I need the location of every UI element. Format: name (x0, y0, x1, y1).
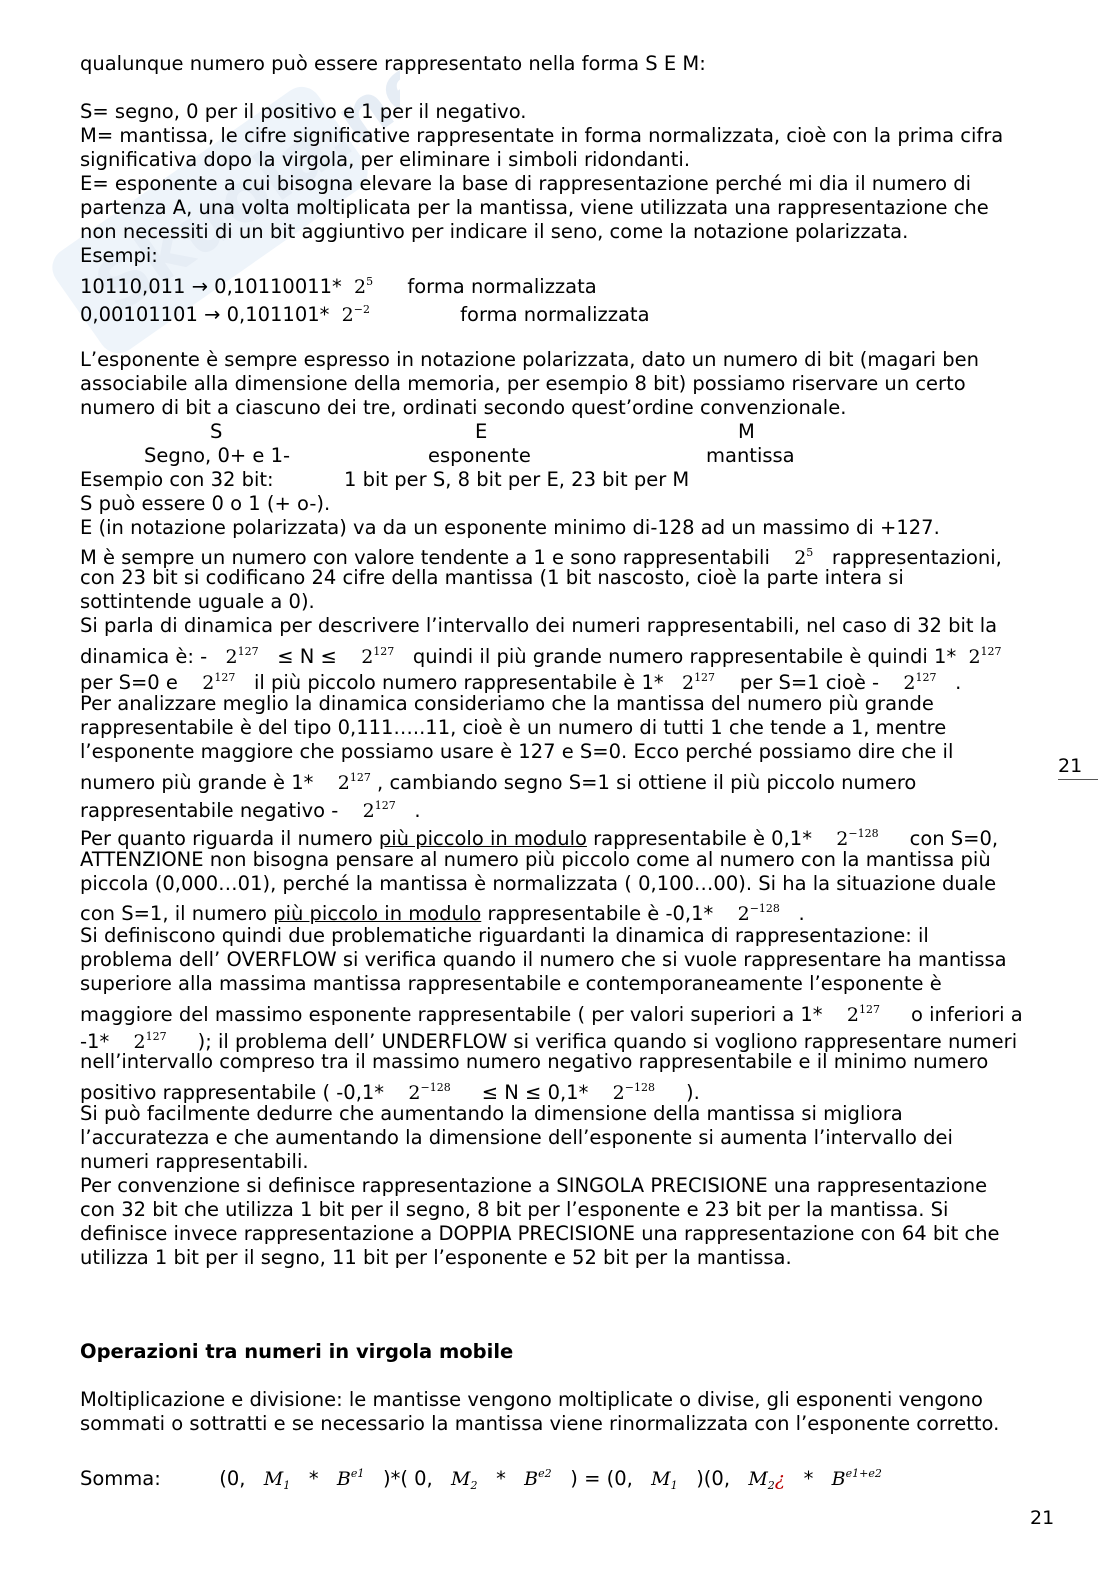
text-line: sottintende uguale a 0). (80, 590, 315, 613)
text-line: sommati o sottratti e se necessario la mantissa viene rinormalizzata con l’esponente corretto. (80, 1412, 1000, 1435)
bits-example-value: 1 bit per S, 8 bit per E, 23 bit per M (344, 468, 690, 491)
text-line: S= segno, 0 per il positivo e 1 per il negativo. (80, 100, 527, 123)
overflow-line-2: -1* $2^{127}$ ); il problema dell’ UNDERFLOW si verifica quando si vogliono rappresentare numeri (80, 1030, 1018, 1053)
text-line: Si definiscono quindi due problematiche riguardanti la dinamica di rappresentazione: il (80, 924, 929, 947)
text-line: E (in notazione polarizzata) va da un esponente minimo di-128 ad un massimo di +127. (80, 516, 940, 539)
svg-text:Skuola.net: Skuola.net (80, 40, 400, 329)
section-heading: Operazioni tra numeri in virgola mobile (80, 1340, 514, 1363)
text-line: utilizza 1 bit per il segno, 11 bit per l’esponente e 52 bit per la mantissa. (80, 1246, 792, 1269)
overflow-line: maggiore del massimo esponente rappresentabile ( per valori superiori a 1* $2^{127}$ o inferiori a (80, 1003, 1023, 1026)
text-line: piccola (0,000…01), perché la mantissa è normalizzata ( 0,100…00). Si ha la situazione duale (80, 872, 997, 895)
text-line: Moltiplicazione e divisione: le mantisse vengono moltiplicate o divise, gli esponenti vengono (80, 1388, 983, 1411)
text-line: con 32 bit che utilizza 1 bit per il segno, 8 bit per l’esponente e 23 bit per la mantissa. Si (80, 1198, 949, 1221)
bits-example-label: Esempio con 32 bit: (80, 468, 274, 491)
example-2: 0,00101101 → 0,101101* $2^{-2}$ forma normalizzata (80, 303, 650, 326)
text-line: Si parla di dinamica per descrivere l’intervallo dei numeri rappresentabili, nel caso di 32 bit la (80, 614, 998, 637)
text-line: rappresentabile è del tipo 0,111…..11, cioè è un numero di tutti 1 che tende a 1, mentre (80, 716, 947, 739)
sem-s: S (210, 420, 223, 443)
text-line: E= esponente a cui bisogna elevare la base di rappresentazione perché mi dia il numero di (80, 172, 972, 195)
smallest-modulo-line: Per quanto riguarda il numero più piccolo in modulo rappresentabile è 0,1* $2^{-128}$ con S=0, (80, 827, 999, 850)
text-line: Per analizzare meglio la dinamica consideriamo che la mantissa del numero più grande (80, 692, 934, 715)
dynamic-line-2: per S=0 e $2^{127}$ il più piccolo numero rappresentabile è 1* $2^{127}$ per S=1 cioè - $2^{127}$ . (80, 671, 962, 694)
text-line: qualunque numero può essere rappresentato nella forma S E M: (80, 52, 706, 75)
text-line: partenza A, una volta moltiplicata per la mantissa, viene utilizzata una rappresentazione che (80, 196, 989, 219)
text-line: nell’intervallo compreso tra il massimo numero negativo rappresentabile e il minimo numero (80, 1050, 989, 1073)
text-line: non necessiti di un bit aggiuntivo per indicare il seno, come la notazione polarizzata. (80, 220, 909, 243)
text-line: Si può facilmente dedurre che aumentando la dimensione della mantissa si migliora (80, 1102, 903, 1125)
sem-segno: Segno, 0+ e 1- (144, 444, 291, 467)
biggest-number-line: numero più grande è 1* $2^{127}$ , cambiando segno S=1 si ottiene il più piccolo numero (80, 771, 917, 794)
margin-divider (1058, 779, 1098, 780)
page-number: 21 (1030, 1507, 1055, 1529)
example-1: 10110,011 → 0,10110011* $2^5$ forma normalizzata (80, 275, 597, 298)
text-line: numeri rappresentabili. (80, 1150, 309, 1173)
smallest-modulo-line-2: con S=1, il numero più piccolo in modulo rappresentabile è -0,1* $2^{-128}$ . (80, 902, 805, 925)
text-line: l’accuratezza e che aumentando la dimensione dell’esponente si aumenta l’intervallo dei (80, 1126, 953, 1149)
text-line: S può essere 0 o 1 (+ o-). (80, 492, 331, 515)
text-line: l’esponente maggiore che possiamo usare è 127 e S=0. Ecco perché possiamo dire che il (80, 740, 954, 763)
text-line: associabile alla dimensione della memoria, per esempio 8 bit) possiamo riservare un certo (80, 372, 966, 395)
margin-page-number: 21 (1058, 755, 1083, 777)
negative-number-line: rappresentabile negativo - $2^{127}$ . (80, 799, 421, 822)
text-line: Per convenzione si definisce rappresentazione a SINGOLA PRECISIONE una rappresentazione (80, 1174, 988, 1197)
text-line: Esempi: (80, 244, 158, 267)
sem-e: E (475, 420, 488, 443)
sum-formula: Somma: (0, $M_1$ * $B^{e1}$ )*( 0, $M_2$ * $B^{e2}$ ) = (0, $M_1$ )(0, $M_2¿$ * $B^{e1+e2}$ (80, 1467, 882, 1492)
text-line: significativa dopo la virgola, per eliminare i simboli ridondanti. (80, 148, 691, 171)
underflow-line: positivo rappresentabile ( -0,1* $2^{-128}$ ≤ N ≤ 0,1* $2^{-128}$ ). (80, 1081, 700, 1104)
text-line: ATTENZIONE non bisogna pensare al numero più piccolo come al numero con la mantissa più (80, 848, 991, 871)
sem-esponente: esponente (428, 444, 531, 467)
text-line: numero di bit a ciascuno dei tre, ordinati secondo quest’ordine convenzionale. (80, 396, 847, 419)
mantissa-line: M è sempre un numero con valore tendente a 1 e sono rappresentabili $2^5$ rappresentazioni, (80, 546, 1002, 569)
text-line: definisce invece rappresentazione a DOPPIA PRECISIONE una rappresentazione con 64 bit che (80, 1222, 1000, 1245)
text-line: M= mantissa, le cifre significative rappresentate in forma normalizzata, cioè con la prima cifra (80, 124, 1004, 147)
text-line: superiore alla massima mantissa rappresentabile e contemporaneamente l’esponente è (80, 972, 942, 995)
text-line: con 23 bit si codificano 24 cifre della mantissa (1 bit nascosto, cioè la parte intera si (80, 566, 904, 589)
dynamic-line: dinamica è: - $2^{127}$ ≤ N ≤ $2^{127}$ quindi il più grande numero rappresentabile è quindi 1* $2^{127}$ (80, 645, 1002, 668)
text-line: problema dell’ OVERFLOW si verifica quando il numero che si vuole rappresentare ha mantissa (80, 948, 1007, 971)
text-line: L’esponente è sempre espresso in notazione polarizzata, dato un numero di bit (magari ben (80, 348, 980, 371)
sem-mantissa: mantissa (706, 444, 795, 467)
sem-m: M (738, 420, 755, 443)
